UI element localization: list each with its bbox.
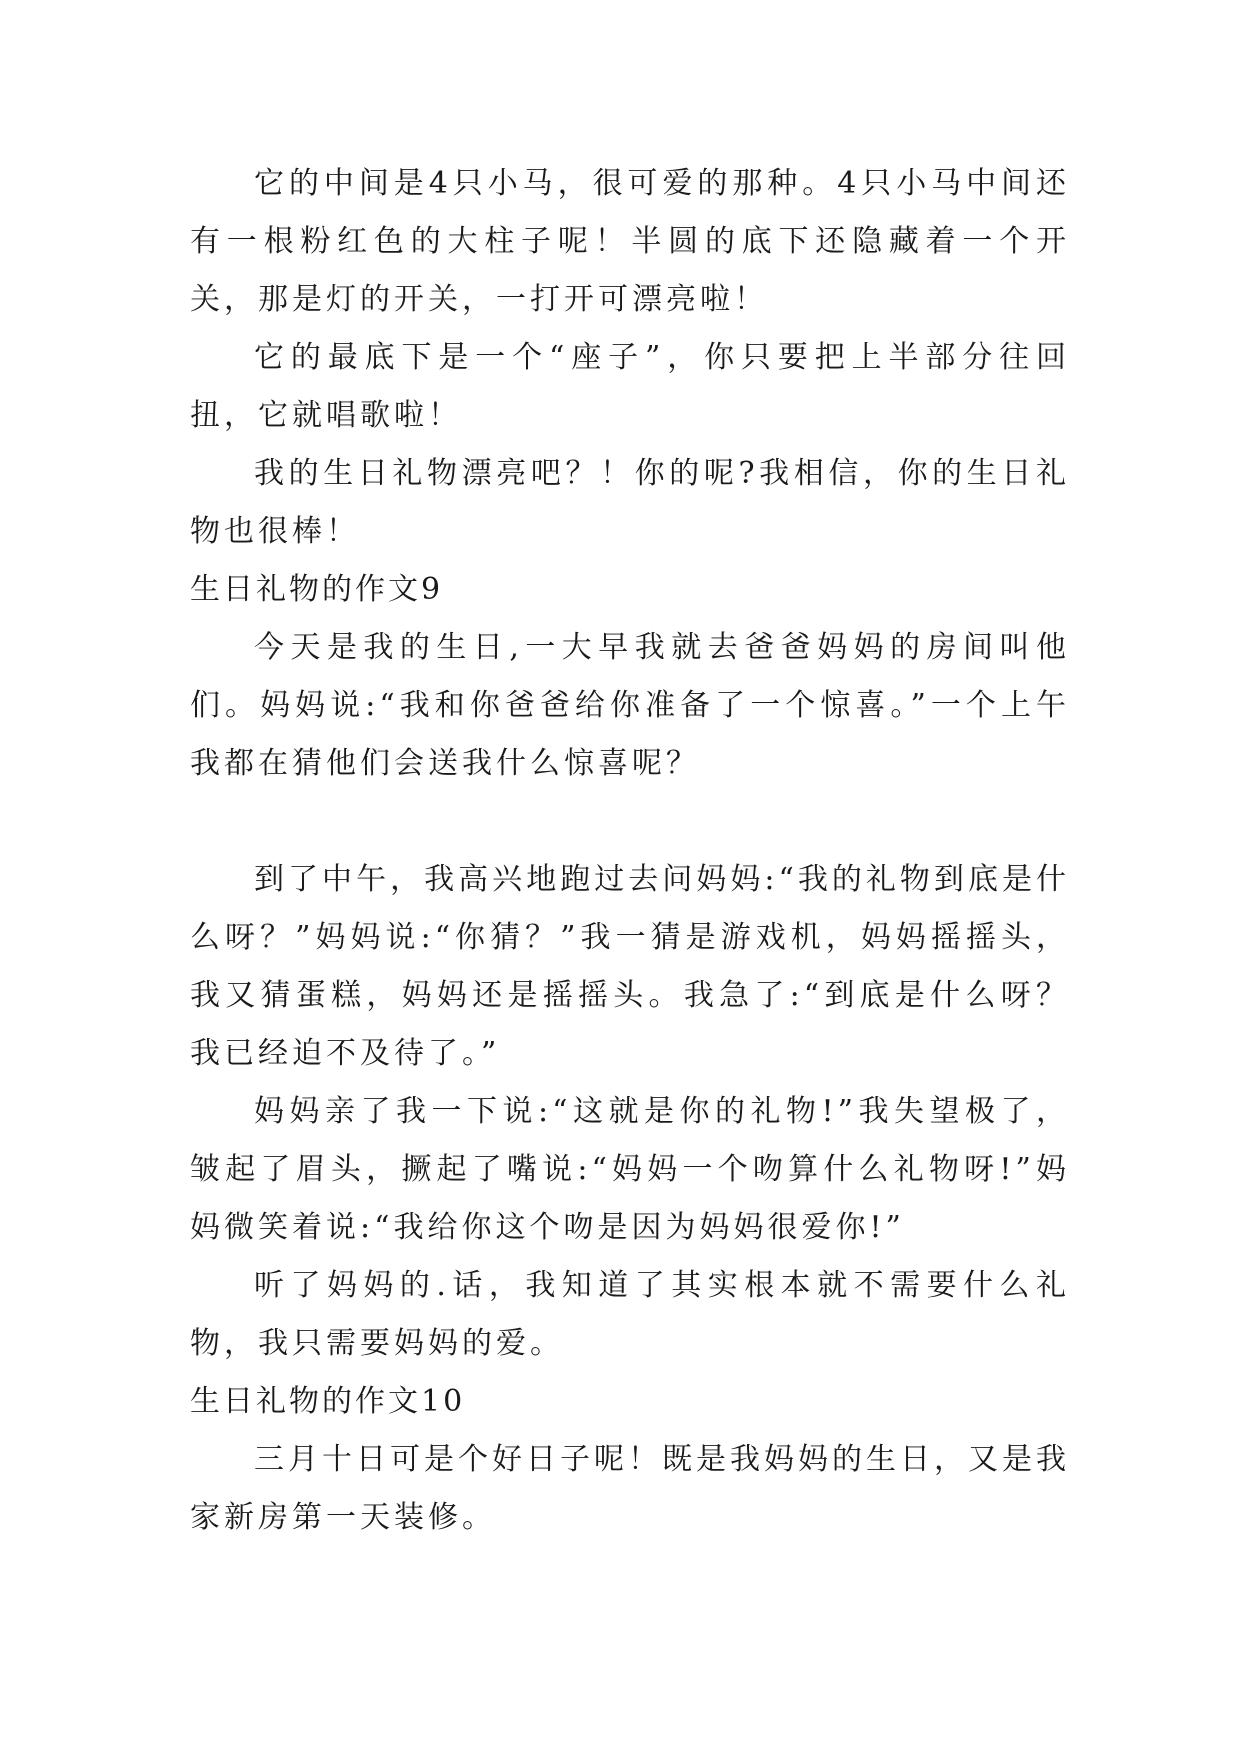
paragraph: 它的最底下是一个“座子”，你只要把上半部分往回扭，它就唱歌啦！ [190,340,1070,433]
paragraph: 妈妈亲了我一下说:“这就是你的礼物!”我失望极了，皱起了眉头，撅起了嘴说:“妈妈一个吻算什么礼物呀!”妈妈微笑着说:“我给你这个吻是因为妈妈很爱你!” [190,1094,1070,1245]
paragraph: 三月十日可是个好日子呢！既是我妈妈的生日，又是我家新房第一天装修。 [190,1442,1070,1535]
paragraph: 我的生日礼物漂亮吧？！你的呢?我相信，你的生日礼物也很棒！ [190,456,1070,549]
paragraph: 听了妈妈的.话，我知道了其实根本就不需要什么礼物，我只需要妈妈的爱。 [190,1268,1070,1361]
paragraph: 今天是我的生日,一大早我就去爸爸妈妈的房间叫他们。妈妈说:“我和你爸爸给你准备了一个惊喜。”一个上午我都在猜他们会送我什么惊喜呢？ [190,630,1070,781]
document-page [190,155,1070,1547]
paragraph: 它的中间是4只小马，很可爱的那种。4只小马中间还有一根粉红色的大柱子呢！半圆的底下还隐藏着一个开关，那是灯的开关，一打开可漂亮啦！ [190,166,1070,317]
section-heading-10: 生日礼物的作文10 [190,1384,466,1419]
blank-line [190,793,1070,851]
section-heading-9: 生日礼物的作文9 [190,572,444,607]
paragraph: 到了中午，我高兴地跑过去问妈妈:“我的礼物到底是什么呀？”妈妈说:“你猜？”我一猜是游戏机，妈妈摇摇头，我又猜蛋糕，妈妈还是摇摇头。我急了:“到底是什么呀？我已经迫不及待了。” [190,862,1070,1071]
